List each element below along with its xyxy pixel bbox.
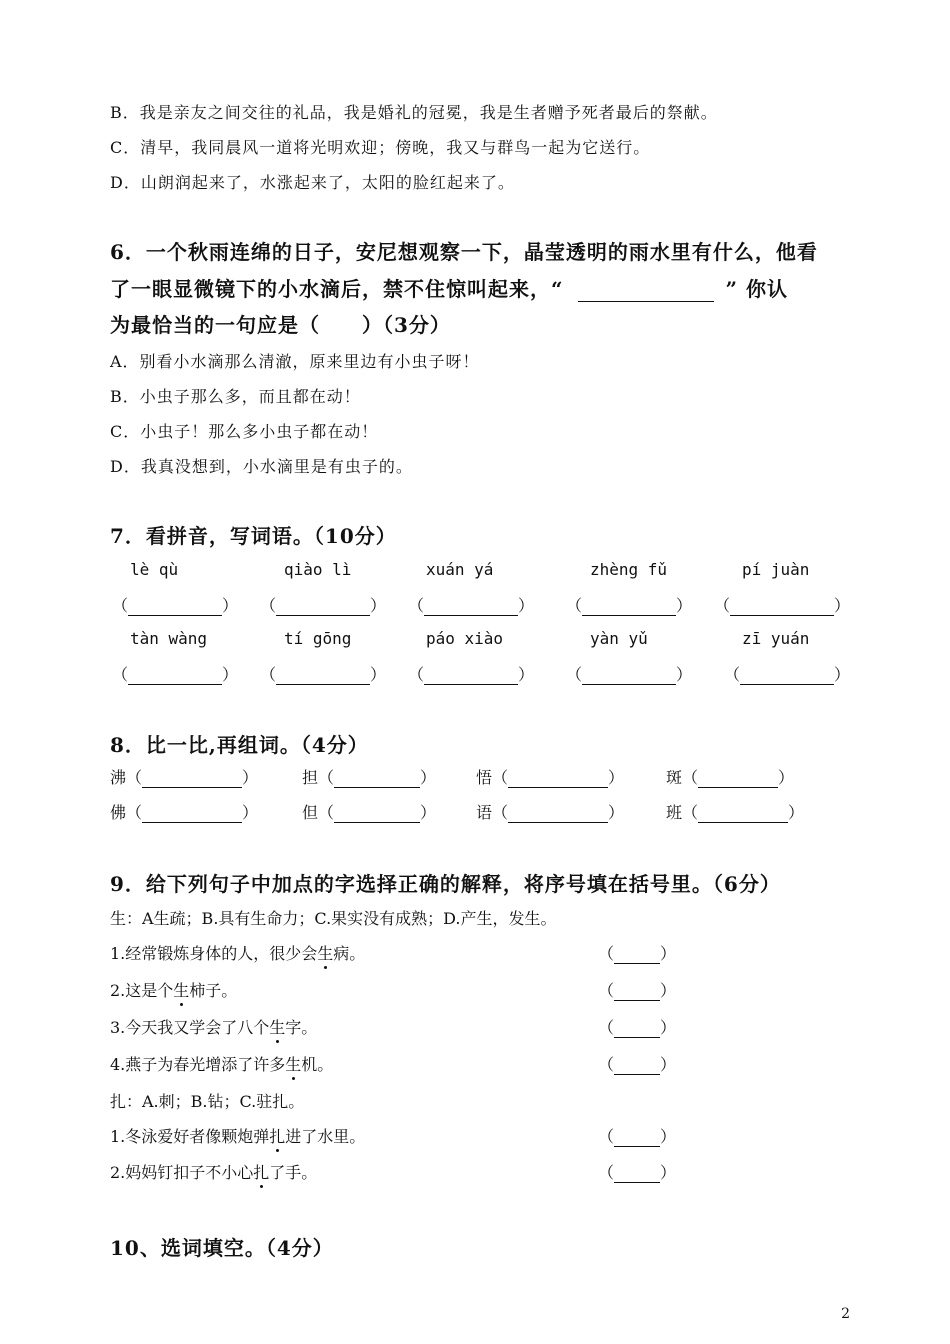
answer-box[interactable]: （ ） [598, 1127, 677, 1146]
q6-option-b: B．小虫子那么多，而且都在动！ [110, 387, 361, 406]
pinyin: zhèng fǔ [590, 560, 668, 579]
sentence: 3.今天我又学会了八个生字。 [110, 1015, 317, 1038]
compare-char-item[interactable]: 但（ ） [302, 803, 437, 822]
answer-box[interactable]: （ ） [566, 596, 693, 615]
answer-box[interactable]: （ ） [112, 665, 239, 684]
q6-answer-blank[interactable] [578, 277, 714, 302]
compare-char-item[interactable]: 悟（ ） [476, 768, 625, 787]
q6-option-c: C．小虫子！那么多小虫子都在动！ [110, 422, 379, 441]
q10-title: 10、选词填空。（4分） [110, 1236, 334, 1260]
compare-char-item[interactable]: 语（ ） [476, 803, 625, 822]
answer-box[interactable]: （ ） [260, 665, 387, 684]
sentence: 1.经常锻炼身体的人，很少会生病。 [110, 941, 365, 964]
q6-option-d: D．我真没想到，小水滴里是有虫子的。 [110, 457, 413, 476]
dotted-char: 生 [285, 1052, 301, 1075]
dotted-char: 扎 [269, 1124, 285, 1147]
sentence: 2.妈妈钉扣子不小心扎了手。 [110, 1160, 317, 1183]
dotted-char: 生 [269, 1015, 285, 1038]
zha-definitions: 扎：A.刺；B.钻；C.驻扎。 [110, 1092, 305, 1111]
q6-line-2-after: ” 你认 [725, 277, 788, 301]
q5-option-c: C．清早，我同晨风一道将光明欢迎；傍晚，我又与群鸟一起为它送行。 [110, 138, 651, 157]
dotted-char: 扎 [253, 1160, 269, 1183]
compare-char-item[interactable]: 佛（ ） [110, 803, 259, 822]
answer-box[interactable]: （ ） [724, 665, 851, 684]
sentence: 2.这是个生柿子。 [110, 978, 237, 1001]
answer-box[interactable]: （ ） [408, 596, 535, 615]
q7-title: 7．看拼音，写词语。（10分） [110, 524, 397, 548]
dotted-char: 生 [317, 941, 333, 964]
answer-box[interactable]: （ ） [598, 1163, 677, 1182]
q9-title: 9．给下列句子中加点的字选择正确的解释，将序号填在括号里。（6分） [110, 872, 781, 896]
q6-line-1: 6．一个秋雨连绵的日子，安尼想观察一下，晶莹透明的雨水里有什么，他看 [110, 240, 818, 264]
q5-option-d: D．山朗润起来了，水涨起来了，太阳的脸红起来了。 [110, 173, 515, 192]
answer-box[interactable]: （ ） [112, 596, 239, 615]
answer-box[interactable]: （ ） [598, 1055, 677, 1074]
pinyin: zī yuán [742, 629, 810, 648]
compare-char-item[interactable]: 担（ ） [302, 768, 437, 787]
pinyin: xuán yá [426, 560, 494, 579]
q6-line-2-before: 了一眼显微镜下的小水滴后，禁不住惊叫起来，“ [110, 277, 564, 301]
pinyin: lè qù [130, 560, 179, 579]
answer-box[interactable]: （ ） [598, 981, 677, 1000]
pinyin: tí gōng [284, 629, 352, 648]
answer-box[interactable]: （ ） [598, 1018, 677, 1037]
answer-box[interactable]: （ ） [566, 665, 693, 684]
sheng-definitions: 生：A生疏；B.具有生命力；C.果实没有成熟；D.产生，发生。 [110, 909, 557, 928]
q6-line-3: 为最恰当的一句应是（ ）（3分） [110, 313, 451, 337]
q5-option-b: B．我是亲友之间交往的礼品，我是婚礼的冠冕，我是生者赠予死者最后的祭献。 [110, 103, 718, 122]
pinyin: pí juàn [742, 560, 810, 579]
answer-box[interactable]: （ ） [714, 596, 851, 615]
q6-line-2 [110, 273, 788, 302]
compare-char-item[interactable]: 沸（ ） [110, 768, 259, 787]
compare-char-item[interactable]: 斑（ ） [666, 768, 795, 787]
pinyin: páo xiào [426, 629, 504, 648]
compare-char-item[interactable]: 班（ ） [666, 803, 805, 822]
q8-title: 8．比一比,再组词。（4分） [110, 733, 369, 757]
answer-box[interactable]: （ ） [598, 944, 677, 963]
page-number: 2 [841, 1306, 850, 1322]
sentence: 4.燕子为春光增添了许多生机。 [110, 1052, 333, 1075]
answer-box[interactable]: （ ） [260, 596, 387, 615]
pinyin: tàn wàng [130, 629, 208, 648]
pinyin: yàn yǔ [590, 629, 648, 648]
sentence: 1.冬泳爱好者像颗炮弹扎进了水里。 [110, 1124, 365, 1147]
dotted-char: 生 [173, 978, 189, 1001]
pinyin: qiào lì [284, 560, 352, 579]
q6-option-a: A．别看小水滴那么清澈，原来里边有小虫子呀！ [110, 352, 480, 371]
answer-box[interactable]: （ ） [408, 665, 535, 684]
